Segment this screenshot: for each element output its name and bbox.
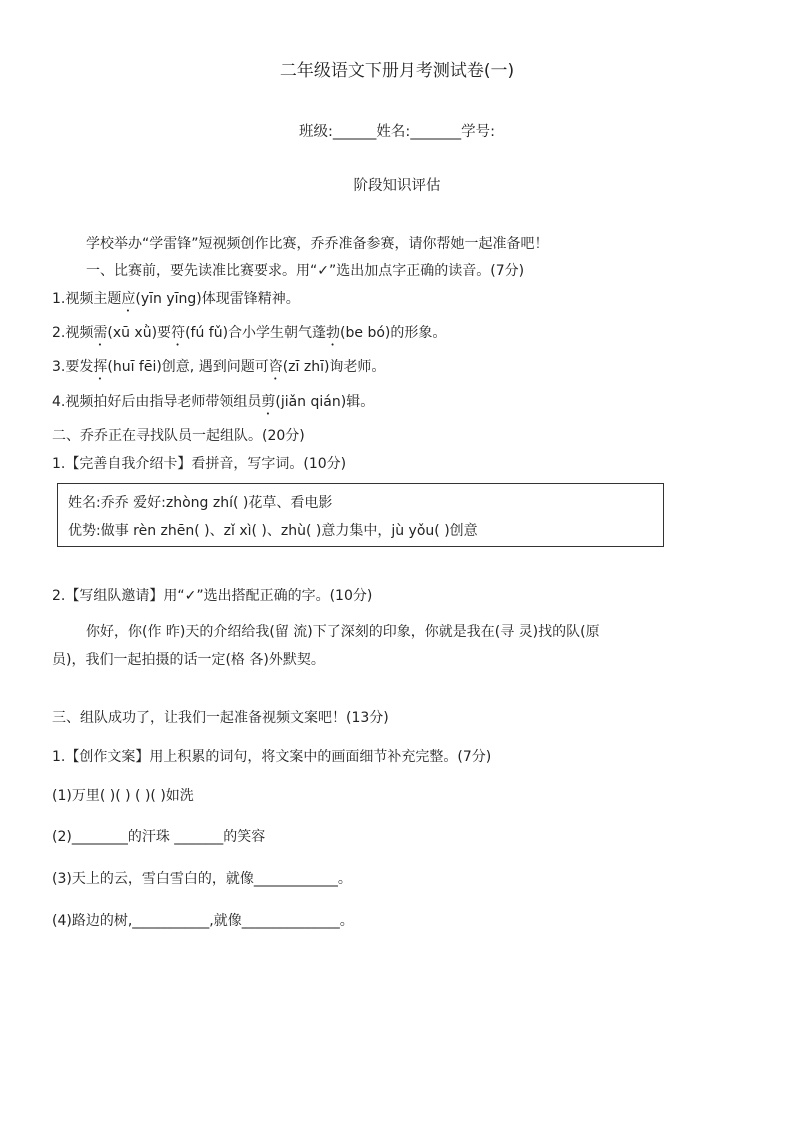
card-line-1: 姓名:乔乔 爱好:zhòng zhí( )花草、看电影 — [68, 495, 333, 511]
dotted-char: 咨 — [268, 359, 283, 375]
item-text: 3.要发 — [52, 359, 94, 375]
student-info: 班级:______姓名:_______学号: — [299, 124, 495, 140]
part1-item-3 — [52, 357, 385, 383]
card-line-2: 优势:做事 rèn zhēn( )、zǐ xì( )、zhù( )意力集中，jù yǒu( )创意 — [68, 523, 478, 539]
item-text: (zī zhī)询老师。 — [282, 359, 386, 375]
invite-paragraph-line-1: 你好，你(作 昨)天的介绍给我(留 流)下了深刻的印象，你就是我在(寻 灵)找的队(原 — [86, 624, 600, 640]
item-text: (yīn yīng)体现雷锋精神。 — [135, 291, 300, 307]
dotted-char: 需 — [93, 325, 108, 341]
item-text: 1.视频主题 — [52, 291, 122, 307]
part1-item-4 — [52, 392, 374, 418]
dotted-char: 符 — [171, 325, 186, 341]
item-text: (jiǎn qián)辑。 — [275, 394, 375, 410]
part2-question-1: 1.【完善自我介绍卡】看拼音，写字词。(10分) — [52, 456, 347, 472]
page-title: 二年级语文下册月考测试卷(一) — [279, 61, 515, 81]
dotted-char: 剪 — [261, 394, 276, 410]
item-text: (huī fēi)创意, 遇到问题可 — [107, 359, 269, 375]
item-text: 4.视频拍好后由指导老师带领组员 — [52, 394, 262, 410]
dotted-char: 挥 — [93, 359, 108, 375]
part3-item-2: (2)________的汗珠 _______的笑容 — [52, 829, 266, 845]
item-text: 2.视频 — [52, 325, 94, 341]
item-text: (be bó)的形象。 — [340, 325, 447, 341]
section-title: 阶段知识评估 — [353, 178, 441, 194]
part1-item-1 — [52, 289, 300, 315]
part1-item-2 — [52, 323, 446, 349]
self-intro-card — [57, 483, 664, 547]
part3-item-4: (4)路边的树,___________,就像______________。 — [52, 913, 354, 929]
item-text: (xū xǜ)要 — [107, 325, 172, 341]
dotted-char: 应 — [121, 291, 136, 307]
part2-heading: 二、乔乔正在寻找队员一起组队。(20分) — [52, 428, 305, 444]
dotted-char: 勃 — [326, 325, 341, 341]
part3-question-1: 1.【创作文案】用上积累的词句，将文案中的画面细节补充完整。(7分) — [52, 749, 492, 765]
part3-item-3: (3)天上的云，雪白雪白的，就像____________。 — [52, 871, 352, 887]
part3-item-1: (1)万里( )( ) ( )( )如洗 — [52, 788, 194, 804]
part2-question-2: 2.【写组队邀请】用“✓”选出搭配正确的字。(10分) — [52, 588, 373, 604]
intro-text: 学校举办“学雷锋”短视频创作比赛，乔乔准备参赛，请你帮她一起准备吧！ — [86, 236, 549, 252]
item-text: (fú fǔ)合小学生朝气蓬 — [185, 325, 327, 341]
part1-heading: 一、比赛前，要先读准比赛要求。用“✓”选出加点字正确的读音。(7分) — [86, 263, 525, 279]
invite-paragraph-line-2: 员)，我们一起拍摄的话一定(格 各)外默契。 — [52, 652, 325, 668]
part3-heading: 三、组队成功了，让我们一起准备视频文案吧！(13分) — [52, 710, 389, 726]
